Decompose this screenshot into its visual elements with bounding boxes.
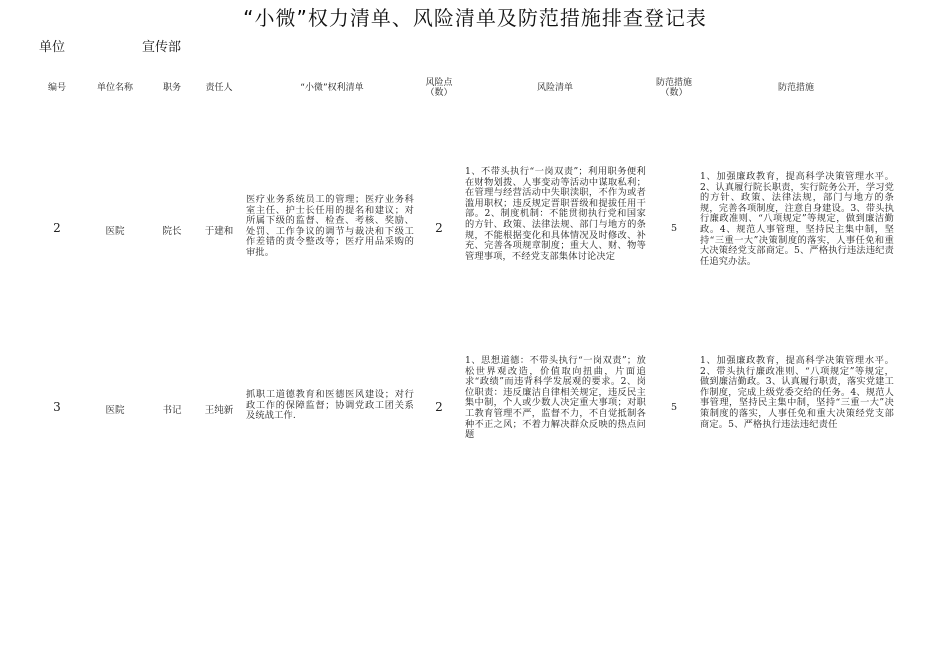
row-risk-list: 1、不带头执行“一岗双责”；利用职务便利在财物划拨、人事变动等活动中谋取私利；在管理与经营活动中失职渎职，不作为或者滥用职权；违反规定晋职晋级和提拔任用干部。2、制度机制：不能贯彻执行党和国家的方针、政策、法律法规、部门与地方的条规，不能根据变化和具体情况及时修改、补充、完善各项规章制度；重大人、财、物等管理事项，不经党支部集体讨论决定	[465, 166, 646, 262]
row-power-list: 抓职工道德教育和医德医风建设；对行政工作的保障监督；协调党政工团关系及统战工作.	[246, 389, 414, 422]
row-unit-name: 医院	[105, 405, 125, 416]
header-risk-points-line1: 风险点	[425, 78, 453, 88]
row-measures-count: 5	[670, 223, 678, 234]
header-unit-name: 单位名称	[96, 83, 133, 93]
unit-value: 宣传部	[142, 40, 182, 55]
row-risk-list: 1、思想道德：不带头执行“一岗双责”；放松世界观改造，价值取向扭曲，片面追求“政绩”而违背科学发展观的要求。2、岗位职责：违反廉洁自律相关规定，违反民主集中制，个人或少数人决定重大事项；对职工教育管理不严，监督不力，不自觉抵制各种不正之风；不着力解决群众反映的热点问题	[465, 355, 646, 441]
row-risk-points: 2	[435, 221, 443, 235]
row-position: 书记	[162, 405, 182, 416]
header-measures-count-line1: 防范措施	[655, 78, 692, 88]
header-measures: 防范措施	[777, 83, 814, 93]
row-measures: 1、加强廉政教育，提高科学决策管理水平。2、带头执行廉政准则、“八项规定”等规定，做到廉洁勤政。3、认真履行职责，落实党建工作制度，完成上级党委交给的任务。4、规范人事管理，坚持民主集中制，坚持“三重一大”决策制度的落实，人事任免和重大决策经党支部商定。5、严格执行违法违纪责任	[700, 355, 894, 430]
unit-label: 单位	[39, 40, 66, 55]
header-measures-count	[649, 78, 699, 98]
row-measures: 1、加强廉政教育，提高科学决策管理水平。2、认真履行院长职责，实行院务公开，学习党的方针、政策、法律法规，部门与地方的条规，完善各项制度，注意自身建设。3、带头执行廉政准则、“八项规定”等规定，做到廉洁勤政。4、规范人事管理，坚持民主集中制，坚持“三重一大”决策制度的落实，人事任免和重大决策经党支部商定。5、严格执行违法违纪责任追究办法。	[700, 171, 894, 267]
header-person: 责任人	[205, 83, 233, 93]
header-no: 编号	[47, 83, 66, 93]
row-risk-points: 2	[435, 400, 443, 414]
row-no: 3	[53, 400, 61, 414]
header-position: 职务	[162, 83, 181, 93]
row-power-list: 医疗业务系统员工的管理；医疗业务科室主任、护士长任用的提名和建议；对所属下级的监督、检查、考核、奖励、处罚、工作争议的调节与裁决和下级工作差错的责令整改等；医疗用品采购的审批。	[246, 194, 414, 258]
header-risk-list: 风险清单	[536, 83, 573, 93]
row-person: 王纯新	[204, 405, 234, 416]
row-unit-name: 医院	[105, 226, 125, 237]
header-risk-points	[418, 78, 460, 98]
header-risk-points-line2: （数）	[425, 88, 453, 98]
page-title: “小微”权力清单、风险清单及防范措施排查登记表	[243, 6, 707, 30]
header-measures-count-line2: （数）	[660, 88, 688, 98]
row-measures-count: 5	[670, 402, 678, 413]
row-person: 于建和	[204, 226, 234, 237]
row-position: 院长	[162, 226, 182, 237]
header-power-list: “小微”权利清单	[300, 83, 364, 93]
row-no: 2	[53, 221, 61, 235]
